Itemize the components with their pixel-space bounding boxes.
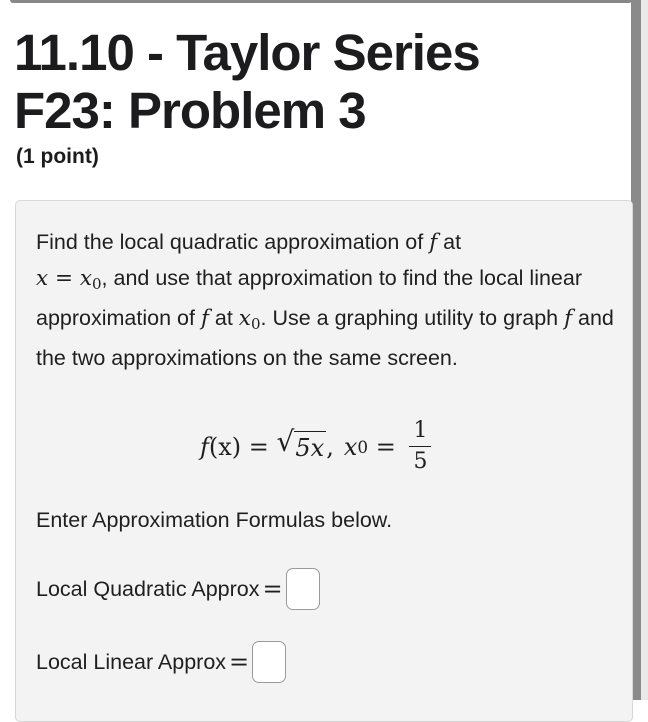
- fraction-numerator: 1: [409, 416, 431, 447]
- eq-sign: =: [48, 265, 80, 291]
- quadratic-row: [36, 568, 320, 610]
- text-2: at: [437, 230, 462, 254]
- page-title: [14, 24, 480, 140]
- function-formula: [200, 416, 431, 477]
- quadratic-answer-input[interactable]: [286, 568, 320, 610]
- formula-f: f: [200, 432, 209, 461]
- var-f-2: f: [200, 305, 209, 331]
- formula-arg: (x): [208, 432, 242, 461]
- points-label: (1 point): [16, 145, 99, 168]
- problem-statement: [36, 225, 626, 376]
- var-f: f: [429, 230, 438, 255]
- formula-equals-2: =: [368, 432, 404, 461]
- top-scrollbar: [10, 0, 632, 3]
- fraction-denominator: 5: [413, 449, 428, 474]
- formula-equals: =: [241, 432, 277, 461]
- linear-answer-input[interactable]: [252, 641, 286, 683]
- var-x0-2-sub: 0: [250, 314, 261, 333]
- radical-sign: √: [276, 425, 295, 458]
- linear-label: Local Linear Approx: [36, 649, 227, 674]
- formula-x0: x: [343, 432, 358, 461]
- fraction: [409, 416, 431, 477]
- instructions: Enter Approximation Formulas below.: [36, 508, 393, 532]
- formula-x0-sub: 0: [357, 436, 369, 457]
- linear-eq: =: [229, 648, 250, 676]
- text-6: and the two approximations on the same screen.: [36, 305, 614, 370]
- radicand: 5x: [294, 431, 326, 462]
- linear-row: [36, 641, 286, 683]
- quadratic-label: Local Quadratic Approx: [36, 576, 260, 601]
- sqrt: [276, 425, 327, 462]
- var-x0-sub: 0: [91, 274, 102, 293]
- right-edge-light: [641, 0, 648, 700]
- title-line-2: F23: Problem 3: [14, 82, 366, 139]
- text-5: . Use a graphing utility to graph: [260, 305, 565, 330]
- var-x0-2: x: [238, 305, 251, 331]
- var-f-3: f: [564, 305, 573, 331]
- var-x0: x: [79, 265, 92, 291]
- text-1: Find the local quadratic approximation of: [36, 230, 430, 254]
- title-line-1: 11.10 - Taylor Series: [14, 24, 480, 81]
- text-4: at: [208, 305, 239, 330]
- text-3: , and use that approximation to find the local linear approximation of: [36, 265, 583, 330]
- quadratic-eq: =: [262, 575, 283, 603]
- var-x: x: [36, 265, 49, 291]
- formula-comma: ,: [326, 432, 334, 461]
